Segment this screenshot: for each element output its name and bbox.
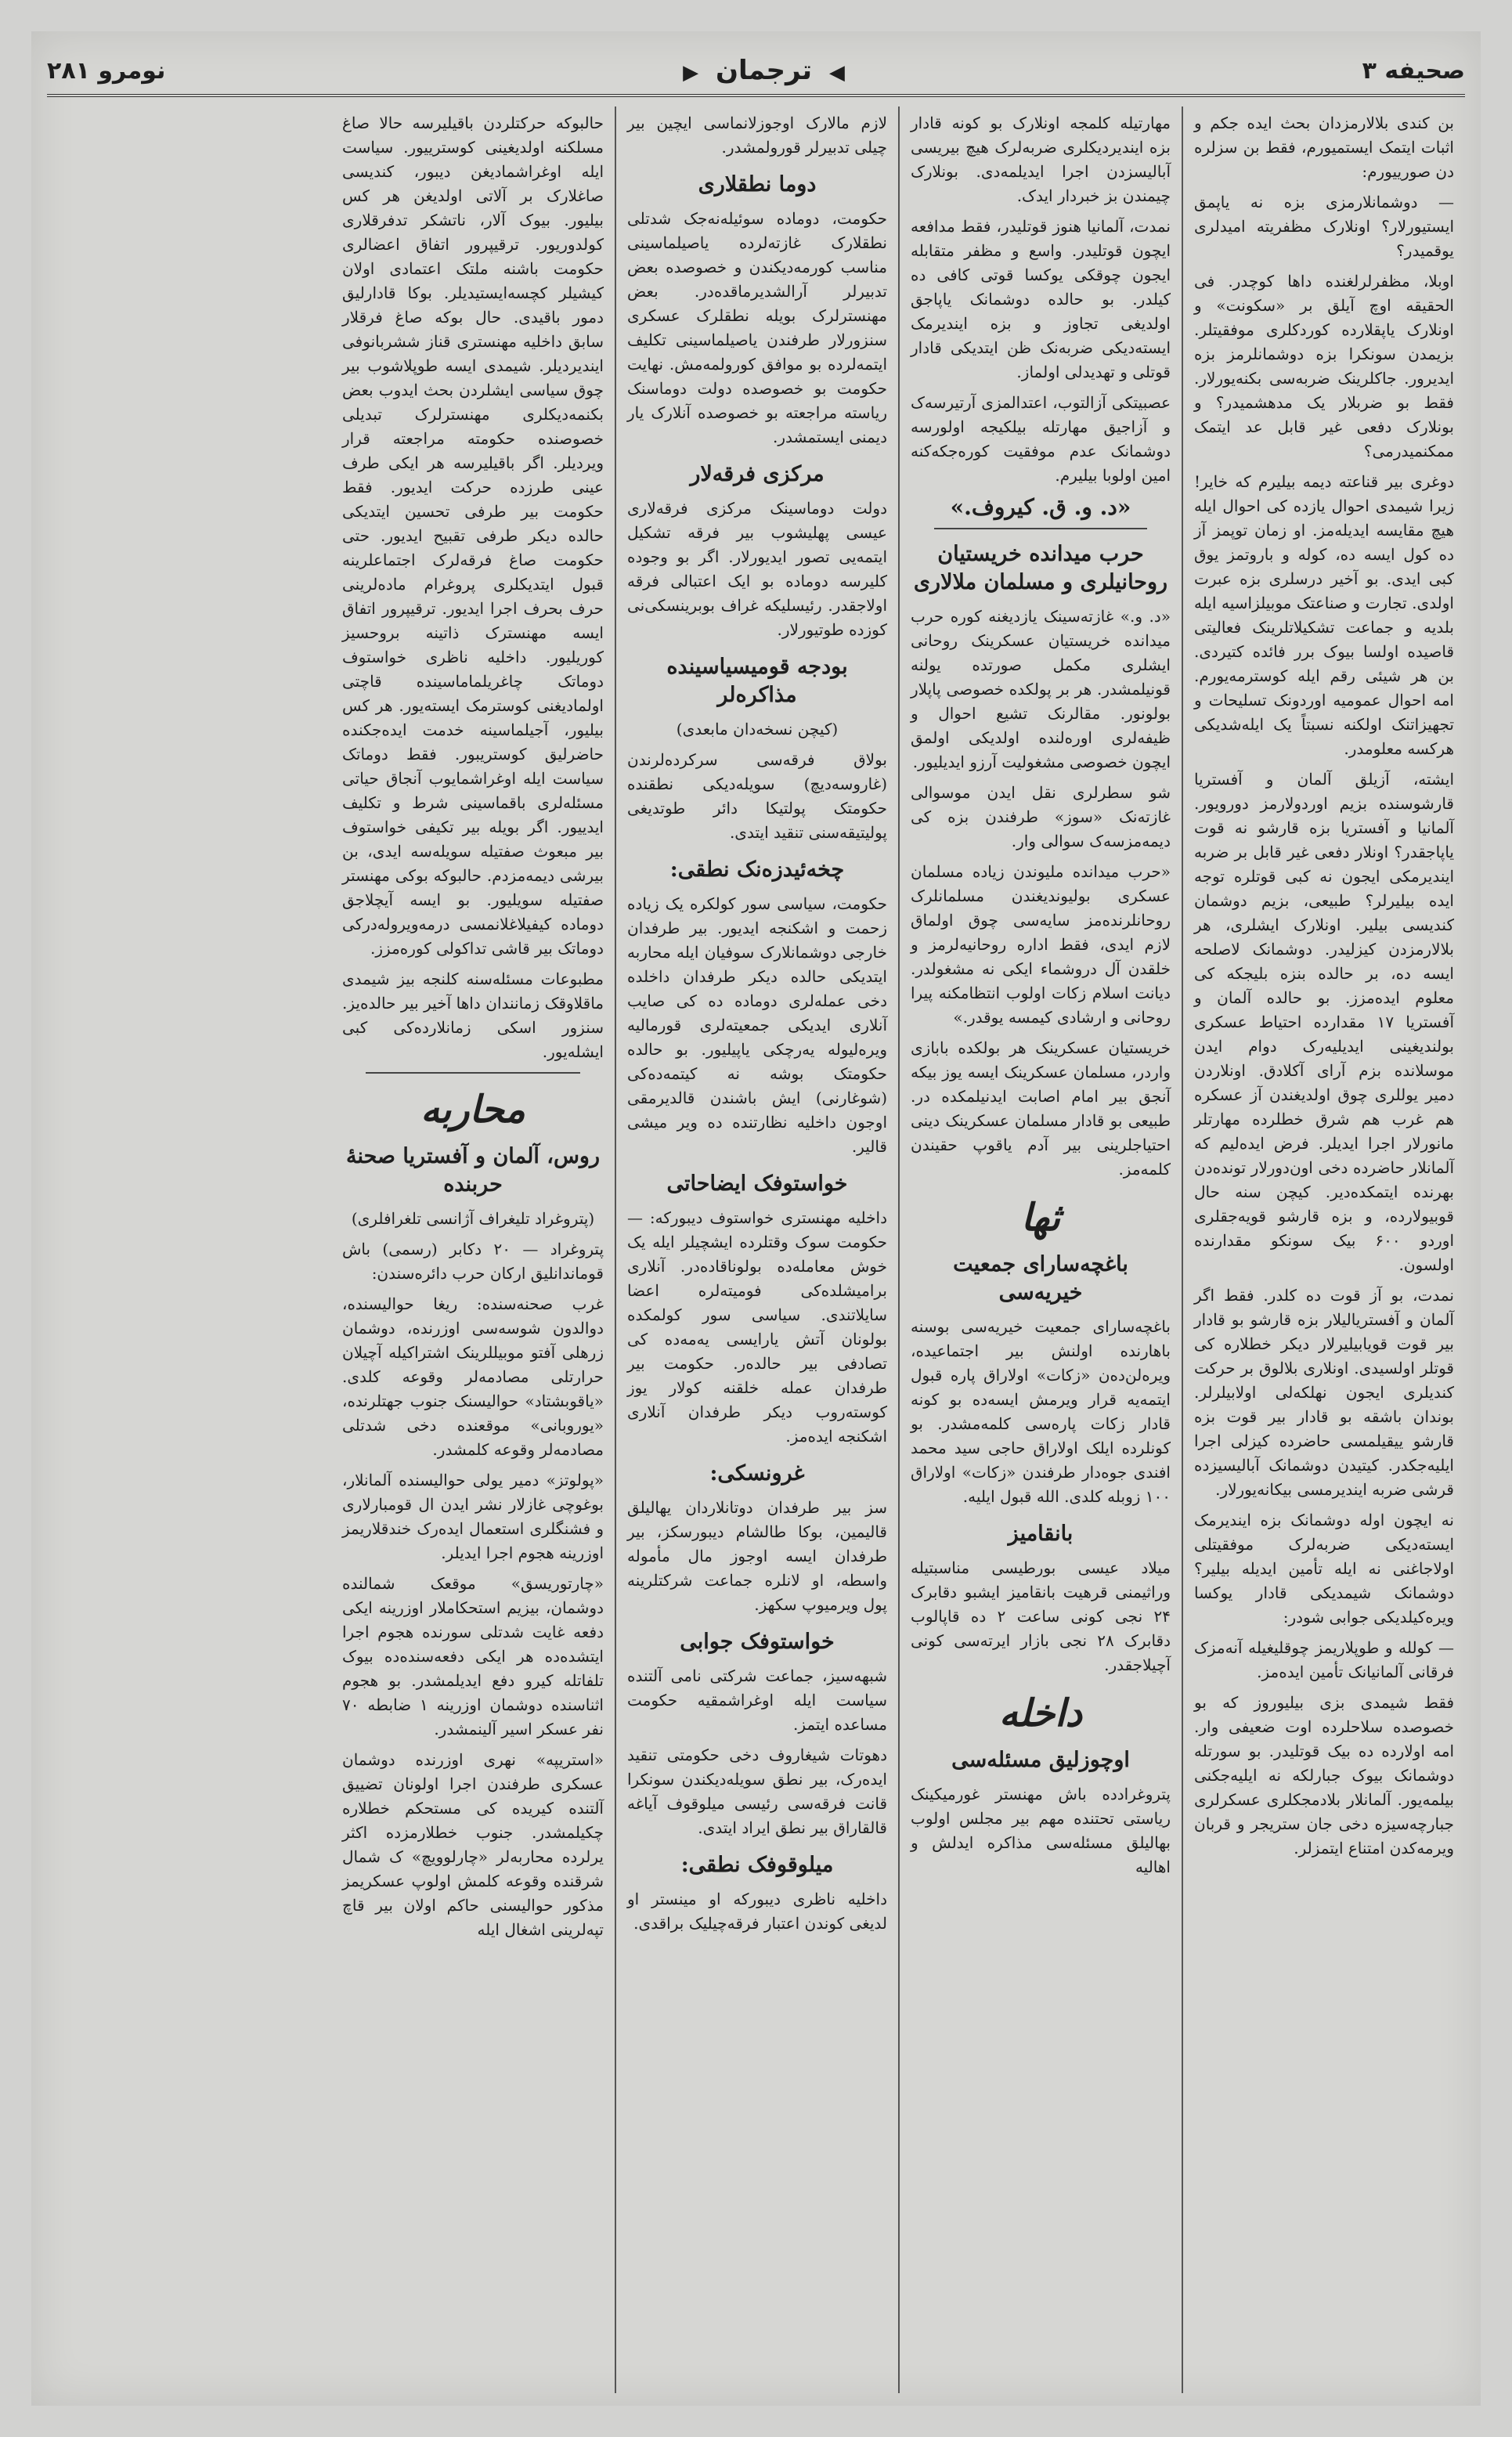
paragraph: پتروغراد — ۲۰ دکابر (رسمی) باش قوماندانلیق ارکان حرب دائره‌سندن: <box>342 1240 604 1283</box>
masthead <box>675 55 853 86</box>
paragraph: نمدت، بو آز قوت ده کلدر. فقط اگر آلمان و آفستریالیلار بزه قارشو بو قادار بیر قوت قویابیلیرلار دیکر خطلاره کی قوتلر اولسیدی. اونلاری بلالوق بر حرکت کندیلری ایجون نهلکه‌لی اولابیلرلر. بوندان باشقه بو قادار بیر قوت بزه قارشو ییقیلمسی حاضرده کیزلی اجرا ایلیه‌جکدر. کیتیدن دوشمانک آبالیسیزده قرشی ضربه ایندیرمسی بیکانه‌یورلار. <box>1194 1286 1454 1499</box>
issue-number: نومرو ۲۸۱ <box>47 56 166 85</box>
paragraph: اوبلا، مظفرلرلغنده داها کوچدر. فی الحقیقه اوچ آیلق بر «سکونت» و اونلارک یاپقلارده کوردکلری موفقیتلر. بزیمدن سونکرا بزه دوشمانلرمز بزه ایدیرور. جاکلرینک ضربه‌سی بکنه‌یورلار. فقط بو ضربلار یک مدهشمیدر؟ و بونلارک دفعی غیر قابل عد ایتمک ممکنمیدرمی؟ <box>1194 272 1454 460</box>
column-4 <box>331 107 615 2393</box>
heading-cheapness: اوچوزلیق مسئله‌سی <box>951 1748 1130 1772</box>
paragraph: — دوشمانلارمزی بزه نه یاپمق ایستیورلار؟ اونلارک مظفریته امیدلری یوقمیدر؟ <box>1194 193 1454 260</box>
paragraph: شبهه‌سیز، جماعت شرکتی نامی آلتنده سیاست ایله اوغراشمقیه حکومت مساعده ایتمز. <box>627 1666 887 1734</box>
page-header <box>47 47 1465 97</box>
section-heading-local: ثها <box>1020 1196 1061 1240</box>
paragraph: عصبیتکی آزالتوب، اعتدالمزی آرتیرسه‌ک و آزاجیق مهارتله بیلکیجه اولورسه دوشمانک عدم موفقیت کوره‌جکه‌کنه امین اولوبا بیلیرم. <box>911 393 1171 485</box>
paragraph: باغچه‌سارای جمعیت خیریه‌سی بوسنه باهارنده اولنش بیر اجتماعیده، ویره‌لن‌ده‌ن «زکات» اولاراق پاره قبول ایتمه‌یه قرار ویرمش ایسه‌ده بو کونه قادار زکات پاره‌سی کلمه‌مشدر. بو کونلرده ایلک اولاراق حاجی سید محمد افندی جوه‌دار طرفندن «زکات» اولاراق ۱۰۰ زوبله کلدی. الله قبول ایلیه. <box>911 1317 1171 1506</box>
paragraph: دهوتات شیغاروف دخی حکومتی تنقید ایده‌رک، بیر نطق سویله‌دیکندن سونکرا قانت فرقه‌سی رئیسی میلوقوف آیاغه قالقاراق بیر نطق ایراد ایتدی. <box>627 1746 887 1837</box>
heading-groshevsky: غرونسکی: <box>709 1461 805 1486</box>
subheading: (پتروغراد تلیغراف آژانسی تلغرافلری) <box>351 1209 595 1228</box>
paragraph: مهارتیله کلمجه اونلارک بو کونه قادار بزه ایندیردیکلری ضربه‌لرک هیچ بیریسی آبالیسزدن اجرا ایدیلمه‌دی. بونلارک چیمندن بز خبردار ایدک. <box>911 114 1171 205</box>
column-3 <box>615 107 898 2393</box>
column-1 <box>1182 107 1465 2393</box>
section-heading-war: محاربه <box>420 1088 525 1132</box>
heading-duma: دوما نطقلاری <box>698 172 817 197</box>
paragraph: بولاق فرقه‌سی سرکرده‌لرندن (غاروسه‌دیچ) سویله‌دیکی نطقنده حکومتک پولتیکا دائر طوتدیغی پولیتیقه‌سنی تنقید ایتدی. <box>627 750 887 842</box>
columns <box>47 107 1465 2393</box>
paragraph: «د. و.» غازته‌سینک یازدیغنه کوره حرب میدانده خریستیان عسکرینک روحانی ایشلری مکمل صورتده یولنه قونیلمشدر. هر بر پولکده خصوصی پاپلار بولونور. مقالرنک تشیع احوال و ظیفه‌لری اوره‌لنده اولدیکی اولمق ایچون خصوصی مشغولیت آرزو ایدیلیور. <box>911 607 1171 771</box>
heading-front: روس، آلمان و آفستریا صحنهٔ حربنده <box>345 1144 601 1197</box>
paragraph: حالبوکه حرکتلردن باقیلیرسه حالا صاغ مسلکنه اولدیغینی کوسترییور. سیاست ایله اوغراشمادیغن دیبور، کندیسی صاغلارک بر آلاتی اولدیغن هر کس بیلیور. بیوک آلار، ناتشکر تدفرقلاری کولدوریور. ترقیپرور اتفاق اعضالری حکومت باشنه ملتک اعتمادی اولان کیشیلر کچسه‌ایستیدیلر. بوکا قادارلیق دمور باقیدی. حال بوکه صاغ فرقلار سابق داخلیه مهنستری قناز ششربانوفی ایندیردیلر. شیمدی ایسه طوپلاشوب بیر چوق سیاسی ایشلردن بحث ایدوب بعض بکنمه‌دیکلری مهنسترلرک تبدیلی خصوصنده حکومته مراجعته قرار ویردیلر. اگر باقیلیرسه هر ایکی طرف عینی طرزده حرکت ایدیور. فقط حکومت بیر طرفی تحسین ایتدیکی حالده دیکر طرفی تقبیح ایدیور. حتی حکومت صاغ فرقه‌لرک اجتماعلرینه قبول ایتدیکلری پروغرام ماده‌لرینی حرف بحرف اجرا ایدیور. ترقیپرور اتفاق ایسه مهنسترک ذاتینه بروحسیز کوریلیور. داخلیه ناظری خواستوف دوماتک چاغریلماماسینده قاچتی اولمادیغنی کوسترمک ایسته‌یور. هر کس بیلیور، آجیلماسینه خدمت ایده‌جکنده حاضرلیق کوستریبور. فقط دوماتک سیاست ایله اوغراشمایوب آنجاق حیاتی مسئله‌لری باقماسینی شرط و تکلیف ایدییور. اگر بویله بیر تکیفی خواستوف بیر مبعوث صفتیله سویله‌سه ایدی، بن بیرشی دیمه‌مزدم. حالبوکه بوکی مهنستر صفتیله سویلیور. بو ایسه آیچلاجق دوماده کیفیلاغلانمسی درمه‌ویروله‌درکی دوماتک بیر قاشی تداکولی کوره‌مزز. <box>342 114 604 958</box>
paragraph: پتروغرادده باش مهنستر غورمیکینک ریاستی تحتنده مهم بیر مجلس اولوب بهالیلق مسئله‌سی مذاکره ایدلش و اهالیه <box>911 1785 1171 1876</box>
paragraph: بن کندی بلالارمزدان بحث ایده جکم و اثبات ایتمک ایستمیورم، فقط بن سزلره دن صورییورم: <box>1194 114 1454 181</box>
paragraph: «استریپه» نهری اوزرنده دوشمان عسکری طرفندن اجرا اولونان تضییق آلتنده کیریده کی مستحکم خطلاره چکیلمشدر. جنوب خطلارمزده اکثر یرلرده‌ محاربه‌لر «چارلوویچ» ک شمال شرقنده وقوعه کلمش اولوپ عسکریمز مذکور حوالیسنی حاکم اولان بیر قاچ تپه‌لرینی اشغال ایله‌ <box>342 1750 604 1939</box>
paragraph: میلاد عیسی بورطیسی مناسبتیله وراثیمنی قرهیت بانقامیز ایشبو دقابرک ۲۴ نجی کونی ساعت ۲ ده قاپالوب دقابرک ۲۸ نجی بازار ایرته‌سی کونی آچیلاجقدر. <box>911 1558 1171 1674</box>
left-arrow-icon: ◀ <box>828 61 845 85</box>
heading-milyukov: میلوقوفک نطقی: <box>680 1853 834 1877</box>
heading-center-parties: مرکزی فرقه‌لار <box>690 462 825 486</box>
paragraph: نه ایچون اوله دوشمانک بزه ایندیرمک ایسته‌دیکی ضربه‌لرک موفقیتلی اولاجاغنی نه ایله تأمین ایدیله بیلیر؟ دوشمانک شیمدیکی قادار یوکسا ویره‌کیلدیکی جوابی شودر: <box>1194 1511 1454 1626</box>
subheading: (کیچن نسخه‌دان مابعدی) <box>676 720 839 738</box>
paragraph: حکومت، سیاسی سور کولکره یک زیاده زحمت و اشکنجه ایدیور. بیر طرفدان خارجی دوشمانلارک سوفیان ایله محاربه ایتدیکی حالده دیکر طرفدان داخلده دخی عمله‌لری دوماده ده کی صایب آنلاری ایدیکی جمعیته‌لری قورمالیه ویره‌لیوله‌ یه‌رچکی یاپیلیور. بو حالده حکومتک بوشه نه کیتمه‌ده‌کی (شوغارنی) ایش باشندن قالدیرمقی اوجون داخلیه نظارتنده ده ویر میشی قالیر. <box>627 894 887 1156</box>
divider <box>366 1072 580 1074</box>
heading-charity: باغچه‌سارای جمعیت خیریه‌سی <box>953 1252 1128 1305</box>
column-2 <box>898 107 1182 2393</box>
section-heading-interior: داخله <box>998 1691 1082 1735</box>
heading-war-clergy: حرب میدانده خریستیان روحانیلری و مسلمان ملالاری <box>913 542 1168 594</box>
paragraph: «حرب میدانده ملیوندن زیاده مسلمان عسکری بولیوندیغندن مسلمانلرک روحانلرنده‌مز سایه‌سی چوق اولماق لازم ایدی، فقط اداره روحانیه‌لرمز و خلقدن آل دروشماء ایکی نه مشغولدر. دیانت اسلام زکات اولوب انتظامکنه پیرا روحانی و ارشادی کیمسه یوقدر.» <box>911 862 1171 1027</box>
paragraph: حکومت، دوماده سوئیله‌نه‌جک شدتلی نطقلارک غازته‌لرده یاصیلماسینی مناسب کورمه‌دیکندن و خصوصده بعض تدبیرلر آرالشدیرماقده‌در. بعض مهنسترلرک بویله نطقلرک عسکری سنزورلار طرفندن یاصیلماسینی تکلیف ایتمه‌لرده بو موافق کورولمه‌مش. نهایت حکومت بو خصوصده دولت دوماسنک ریاسته مراجعته بو خصوصده آنلارک یار دیمنی ایستمشدر. <box>627 209 887 446</box>
paragraph: دولت دوماسینک مرکزی فرقه‌لاری عیسی پهلیشوب بیر فرقه تشکیل ایتمه‌یی تصور ایدیورلار. اگر بو وجوده کلیرسه دوماده بو ایک اعتبالی فرقه اولاجقدر. رئیسلیکه غراف بوبرینسکی‌نی کوزده طوتیورلار. <box>627 499 887 639</box>
paragraph: مطبوعات مسئله‌سنه کلنجه بیز شیمدی ماقلاوقک زمانندان داها آخیر بیر حالده‌یز. سنزور اسکی زمانلارده‌کی کبی ایشله‌یور. <box>342 969 604 1061</box>
paragraph: داخلیه مهنستری خواستوف دیبورکه: — حکومت سوک وقتلرده ایشچیلر ایله یک خوش معامله‌ده بولوناقاده‌در. آنلاری برامیشلده‌کی فومیته‌لره اعضا سایلاتندی. سیاسی سور کولمکده‌ بولونان آتش یارایسی یه‌مه‌ده‌ کی تصادفی بیر حالده‌ر. حکومت بیر طرفدان عمله خلقنه کولار یوز کوسته‌روب دیکر طرفدان آنلاری اشکنجه ایده‌مز. <box>627 1208 887 1446</box>
heading-reply: خواستوفک جوابی <box>680 1630 835 1654</box>
paragraph: فقط شیمدی بزی بیلیوروز که بو خصوصده سلاحلرده اوت ضعیفی وار. امه اولارده ده بیک قوتلیدر. بو سورتله دوشمانک بیوک جبارلکه نه ایلیه‌جکنی بیلمه‌یور. آلمانلار بلادمجکلری عسکرلری جبارچه‌سیزه دخی جان ستریجر و قربان ویرمه‌کدن امتناع ایتمزلر. <box>1194 1693 1454 1858</box>
page-label: صحیفه ۳ <box>1362 56 1465 85</box>
paragraph: سز بیر طرفدان دوتانلاردان یهالیلق قالیمین، بوکا طالشام دیبورسکز، بیر طرفدان ایسه اوجوز مال مأموله واسطه، او لانلره جماعت شرکتلرینه پول ویرمیوپ سکهز. <box>627 1498 887 1614</box>
paragraph: غرب صحنه‌سنده: ریغا حوالیسنده، دوالدون شوسه‌سی اوزرنده، دوشمان زرهلی آفتو موبیللرینک اشتراکیله آچیلان حرارتلی مصادمه‌لر وقوعه کلدی. «یاقوبشتاد» حوالیسنک جنوب جهتلرنده، «یوروبانی» موقعنده دخی شدتلی مصادمه‌لر وقوعه کلمشدر. <box>342 1294 604 1459</box>
paragraph: دوغری بیر قناعته دیمه بیلیرم که خایر! زیرا شیمدی احوال یازده کی احوال ایله هیچ مقایسه ایدیله‌مز. او زمان توپمز آز ده کول ایسه ده، کوله و باروتمز یوق کبی ایدی. بو آخیر درسلری بزه عبرت اولدی. تجارت و صناعتک موبیلزاسیه ایله بلدیه و جماعت تشکیلاتلرینک فعالیتی قاصیده اولسا بیوک برر فائده کتیردی. بن هر شیئی رقم ایله کوسترمه‌یورم. امه احوال عمومیه‌ اوردونک تسلیحات و تجهیزاتنک اولکنه نسبتاً یک ایله‌شدیکی هرکسه معلومدر. <box>1194 472 1454 758</box>
paragraph: خریستیان عسکرینک هر بولکده بابازی واردر، مسلمان عسکرینک ایسه یوز بیکه آنجق بیر امام اصابت ایدنیلمکده‌ در. طبیعی بو قادار مسلمان عسکرینک دینی احتیاجلرینی بیر آدم یاقوپ حقیندن کلمه‌مز. <box>911 1038 1171 1179</box>
masthead-title: ترجمان <box>715 55 812 86</box>
heading-budget: بودجه قومیسیاسینده مذاکره‌لر <box>666 655 848 707</box>
heading-chkheidze: چخه‌ئیدزه‌نک نطقی: <box>669 857 845 882</box>
paragraph: لازم مالارک اوجوزلانماسی ایچین بیر چیلی تدبیرلر قورولمشدر. <box>627 114 887 157</box>
paragraph: داخلیه ناظری دیبورکه او مینستر او لدیغی کوندن اعتبار فرقه‌چیلیک براقدی. <box>627 1890 887 1933</box>
paragraph: — کولله و طوپلاریمز چوقلیغیله آنه‌مزک فرقانی آلمانیانک تأمین ایده‌مز. <box>1194 1638 1454 1681</box>
right-arrow-icon: ▶ <box>683 61 699 85</box>
paragraph: «پولوتز» دمیر یولی حوالیسنده آلمانلار، بوغوچی غازلار نشر ایدن ال قومبارلاری و فشنگلری استعمال ایده‌رک خندقلاریمز اوزرینه هجوم اجرا ایدیلر. <box>342 1471 604 1562</box>
paragraph: «چارتوریسق» موقعک شمالنده دوشمان، بیزیم استحکاملار اوزرینه ایکی دفعه غایت شدتلی سورنده هجوم اجرا ایتشده‌ده هر ایکی دفعه‌سنده‌ده بیوک تلفاتله کیرو دفع ایدیلمشدر. بو هجوم اثناسنده دوشمان اوزرینه ۱ ضابطه ۷۰ نفر عسکر اسیر آلینمشدر. <box>342 1574 604 1738</box>
paragraph: شو سطرلری نقل ایدن موسوالی غازته‌نک «سوز» طرفندن بزه کی دیمه‌مزسه‌ک سوالی وار. <box>911 783 1171 850</box>
heading-bank: بانقامیز <box>1008 1522 1074 1546</box>
paragraph: ایشته، آزیلق آلمان و آفستریا قارشوسنده بزیم اوردولارمز دورویور. آلمانیا و آفستریا بزه قارشو نه قوت یاپاجقدر؟ اونلار دفعی غیر قابل بر ضربه ایندیرمکی ایجون نه کبی قوتلره توجه ایده بیلیرلر؟ طبیعی، بزیم دوشمان کندیسی بیلیر. اونلارک ایشلری، هر بلالارمزدن کیزلیدر. دوشمانک لاصلحه ایسه ده، بر حالده بنزه بلیجکه کی معلوم ایده‌مزز. بو حالده آلمان و آفستریا ۱۷ مقدارده احتیاط عسکری بولندیغینی ایدیلیه‌رک دوام ایدن موسلانده بزم آرای آکلادق. اونلاردن دمیر یوللری چوق اولدیغندن آز عسکره هم غرب هم شرق خطلرده مهارتلر مانورلار اجرا ایدیلر. فرض ایده‌لیم که آلمانلار حاضرده دخی اون‌دورلار تونده‌دن بهرنده ایتمکده‌دیر. کیچن سنه‌ حال قوبیولارده، و بزه قارشو قویه‌جقلری اوردو ۶۰۰ بیک سونکو مقدارنده اولسون. <box>1194 770 1455 1274</box>
signature: «د. و. ق. کیروف.» <box>950 494 1131 520</box>
newspaper-page <box>31 31 1481 2406</box>
paragraph: نمدت، آلمانیا هنوز قوتلیدر، فقط مدافعه ایچون قوتلیدر. واسع و مظفر متقابله ایجون چوقکی یوکسا قوتی کافی ده کیلدر. بو حالده دوشمانک یاپاجق اولدیغی تجاوز و بزه ایندیرمک ایسته‌دیکی ضربه‌نک ظن ایتدیکی قادار قوتلی و تهدیدلی اولماز. <box>911 217 1171 381</box>
divider <box>934 528 1147 529</box>
heading-khvostov: خواستوفک ایضاحاتی <box>666 1172 848 1196</box>
